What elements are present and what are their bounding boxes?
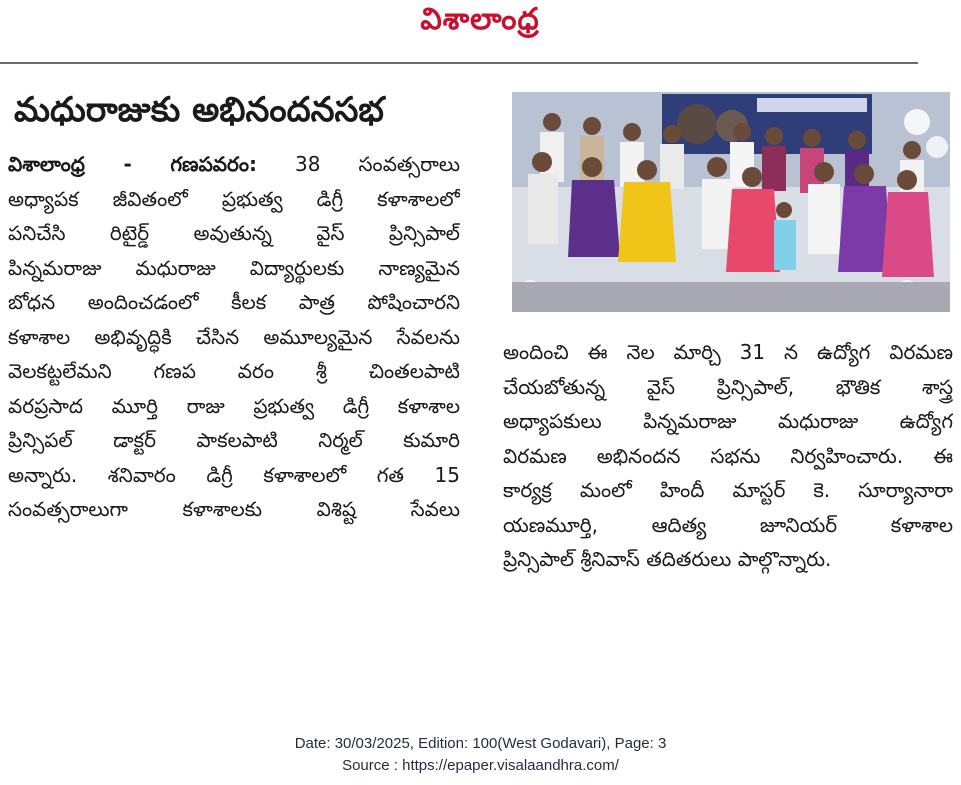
- article-byline: విశాలాంధ్ర - గణపవరం:: [8, 152, 258, 176]
- masthead-logo: విశాలాంధ్ర: [420, 2, 540, 37]
- article-line: సంవత్సరాలుగా కళాశాలకు విశిష్ట సేవలు: [8, 497, 460, 521]
- article-line: పిన్నమరాజు మధురాజు విద్యార్థులకు నాణ్యమైన: [8, 255, 460, 280]
- masthead-divider: [0, 62, 918, 64]
- article-line: విశాలాంధ్ర - గణపవరం: 38 సంవత్సరాలు: [8, 152, 460, 176]
- article-line: ప్రిన్సిపాల్ శ్రీనివాస్ తదితరులు పాల్గొన్నారు.: [503, 547, 832, 571]
- article-line: వెలకట్టలేమని గణప వరం శ్రీ చింతలపాటి: [8, 359, 460, 383]
- article-headline: మధురాజుకు అభినందనసభ: [14, 90, 384, 130]
- article-line: విరమణ అభినందన సభను నిర్వహించారు. ఈ: [503, 443, 953, 468]
- article-line: వరప్రసాద మూర్తి రాజు ప్రభుత్వ డిగ్రీ కళాశాల: [8, 393, 460, 418]
- article-line: కార్యక్ర మంలో హిందీ మాస్టర్ కె. సూర్యానారా: [503, 478, 953, 502]
- article-column-right: [503, 335, 953, 577]
- article-line: బోధన అందించడంలో కీలక పాత్ర పోషించారని: [8, 290, 460, 314]
- article-line: అన్నారు. శనివారం డిగ్రీ కళాశాలలో గత 15: [8, 462, 460, 487]
- article-column-left: [8, 147, 460, 527]
- group-photo-illustration: [512, 92, 950, 312]
- footer-edition-info: Date: 30/03/2025, Edition: 100(West Godavari), Page: 3: [294, 735, 667, 752]
- article-line: కళాశాల అభివృద్ధికి చేసిన అమూల్యమైన సేవలను: [8, 324, 460, 349]
- article-line: పనిచేసి రిటైర్డ్ అవుతున్న వైస్ ప్రిన్సిపాల్: [8, 221, 460, 245]
- article-line: అధ్యాపకులు పిన్నమరాజు మధురాజు ఉద్యోగ: [503, 409, 953, 433]
- article-line: అధ్యాపక జీవితంలో ప్రభుత్వ డిగ్రీ కళాశాలలో: [8, 186, 460, 211]
- footer-source-link: Source : https://epaper.visalaandhra.com/: [342, 757, 619, 774]
- article-line: యణమూర్తి, ఆదిత్య జూనియర్ కళాశాల: [503, 512, 953, 537]
- article-line: ప్రిన్సిపల్ డాక్టర్ పాకలపాటి నిర్మల్ కుమారి: [8, 428, 460, 452]
- group-photo: [512, 92, 950, 312]
- article-line: చేయబోతున్న వైస్ ప్రిన్సిపాల్, భౌతిక శాస్త్ర: [503, 374, 953, 399]
- article-line: అందించి ఈ నెల మార్చి 31 న ఉద్యోగ విరమణ: [503, 340, 953, 364]
